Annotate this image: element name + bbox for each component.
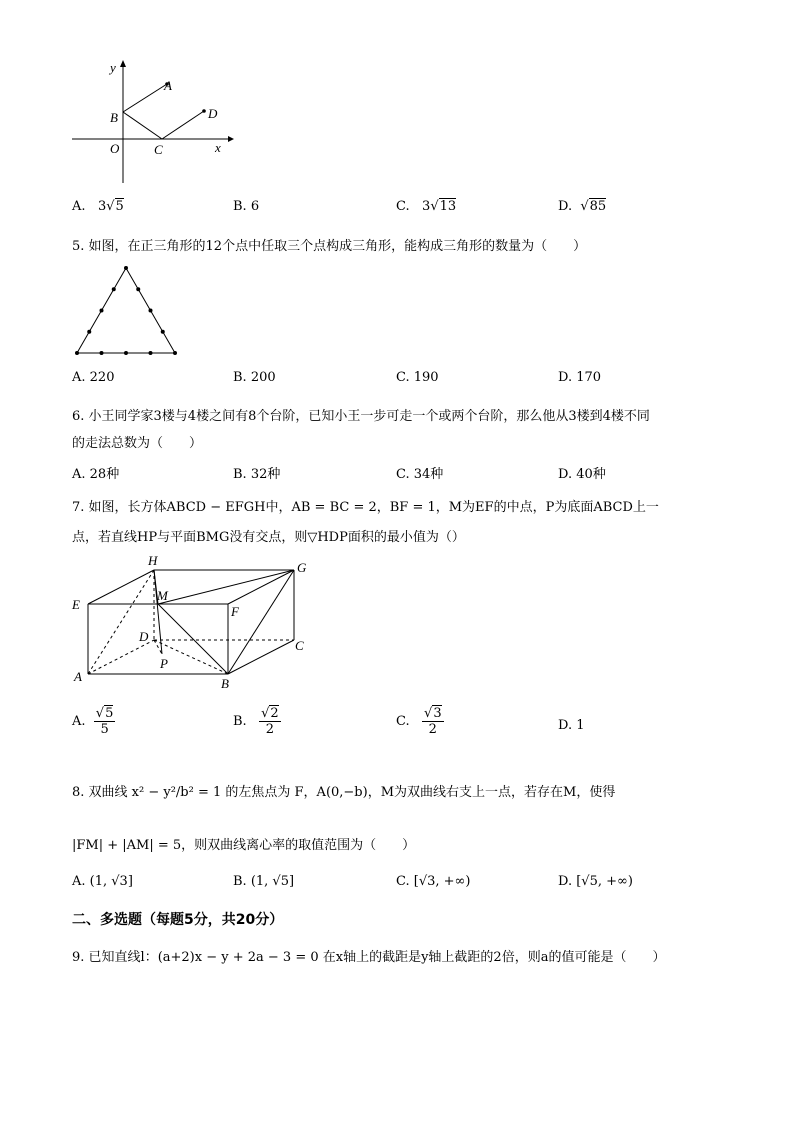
q8-stem-line2: |FM| + |AM| = 5，则双曲线离心率的取值范围为（ ） xyxy=(72,838,416,853)
q6-option-c[interactable]: C. 34种 xyxy=(396,467,444,482)
q5-option-a[interactable]: A. 220 xyxy=(72,370,115,385)
q4-figure xyxy=(60,55,240,190)
cuboid-label-p: P xyxy=(160,656,168,671)
cuboid-label-a: A xyxy=(74,669,82,684)
q8-option-b[interactable]: B. (1, √5] xyxy=(233,874,295,889)
q5-option-b[interactable]: B. 200 xyxy=(233,370,276,385)
point-a-label: A xyxy=(164,78,172,93)
point-d-label: D xyxy=(208,106,218,121)
cuboid-label-b: B xyxy=(221,676,229,691)
q8-option-c[interactable]: C. [√3, +∞) xyxy=(396,874,471,889)
q5-option-d[interactable]: D. 170 xyxy=(558,370,602,385)
q8-option-d[interactable]: D. [√5, +∞) xyxy=(558,874,633,889)
q5-stem: 5. 如图，在正三角形的12个点中任取三个点构成三角形，能构成三角形的数量为（ ） xyxy=(72,239,587,254)
q7-option-b[interactable]: B. $\frac{√2}{2}$ xyxy=(233,706,279,737)
q4-option-b[interactable]: B. 6 xyxy=(233,199,260,214)
q6-option-a[interactable]: A. 28种 xyxy=(72,467,120,482)
section-heading-multiple-choice: 二、多选题（每题5分，共20分） xyxy=(72,912,284,928)
q5-triangle-figure xyxy=(68,260,188,360)
q9-stem-line1: 9. 已知直线l：(a+2)x − y + 2a − 3 = 0 在x轴上的截距是y轴上截距的2倍，则a的值可能是（ ） xyxy=(72,950,666,965)
q8-stem-line1: 8. 双曲线 x² − y²/b² = 1 的左焦点为 F，A(0,−b)，M为双曲线右支上一点，若存在M，使得 xyxy=(72,785,616,800)
y-axis-label: y xyxy=(110,60,116,75)
cuboid-label-f: F xyxy=(231,604,239,619)
point-b-label: B xyxy=(110,110,118,125)
cuboid-label-g: G xyxy=(297,560,307,575)
q4-option-d[interactable]: D. √85 xyxy=(558,199,607,214)
cuboid-label-c: C xyxy=(295,638,304,653)
origin-label: O xyxy=(110,141,120,156)
q8-option-a[interactable]: A. (1, √3] xyxy=(72,874,133,889)
q7-stem-line1: 7. 如图，长方体ABCD − EFGH中，AB = BC = 2，BF = 1，M为EF的中点，P为底面ABCD上一 xyxy=(72,500,659,515)
q6-option-b[interactable]: B. 32种 xyxy=(233,467,281,482)
point-c-label: C xyxy=(154,142,163,157)
q6-stem-line1: 6. 小王同学家3楼与4楼之间有8个台阶，已知小王一步可走一个或两个台阶，那么他从3楼到4楼不同 xyxy=(72,409,650,424)
q7-option-c[interactable]: C. $\frac{√3}{2}$ xyxy=(396,706,442,737)
q7-option-d[interactable]: D. 1 xyxy=(558,718,585,733)
q4-option-a[interactable]: A. 3√5 xyxy=(72,199,124,214)
q6-option-d[interactable]: D. 40种 xyxy=(558,467,606,482)
cuboid-label-m: M xyxy=(157,588,168,603)
x-axis-label: x xyxy=(215,140,221,155)
cuboid-label-h: H xyxy=(148,553,158,568)
q7-option-a[interactable]: A. $\frac{√5}{5}$ xyxy=(72,706,114,737)
q7-cuboid-figure xyxy=(66,552,326,692)
q4-option-c[interactable]: C. 3√13 xyxy=(396,199,457,214)
q7-stem-line2: 点，若直线HP与平面BMG没有交点，则▽HDP面积的最小值为（） xyxy=(72,530,465,545)
q5-option-c[interactable]: C. 190 xyxy=(396,370,439,385)
cuboid-label-e: E xyxy=(72,597,80,612)
q6-stem-line2: 的走法总数为（ ） xyxy=(72,436,203,451)
cuboid-label-d: D xyxy=(139,629,149,644)
